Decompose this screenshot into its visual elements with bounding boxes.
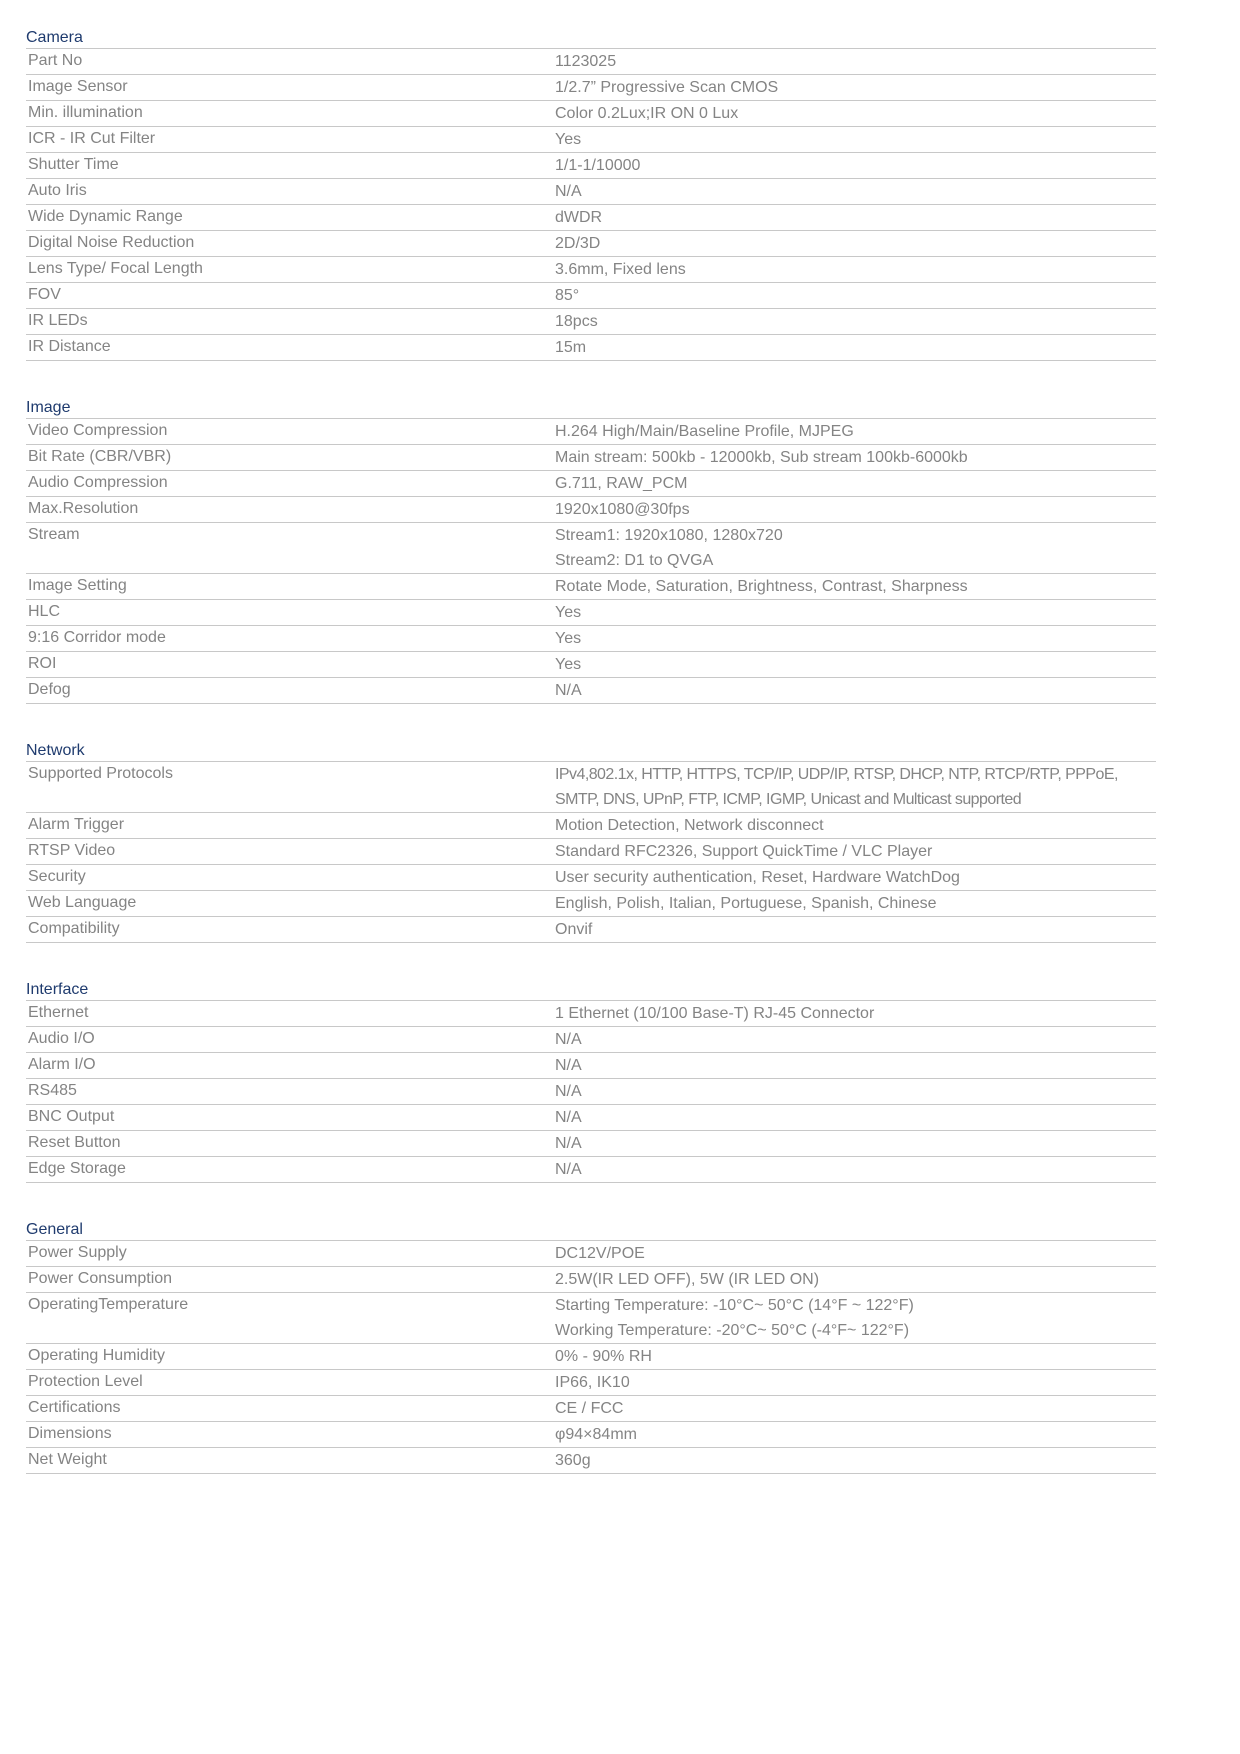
spec-label: Part No [28,52,83,69]
spec-value-line: Starting Temperature: -10°C~ 50°C (14°F ~ 122°F) [555,1297,914,1314]
spec-label: ROI [28,655,57,672]
spec-row [26,179,1156,205]
spec-row [26,335,1156,361]
spec-row [26,1027,1156,1053]
spec-value [555,1105,1156,1130]
spec-value [555,497,1156,522]
spec-row [26,1105,1156,1131]
spec-value-line: IPv4,802.1x, HTTP, HTTPS, TCP/IP, UDP/IP, RTSP, DHCP, NTP, RTCP/RTP, PPPoE, [555,766,1118,783]
section-title: Image [26,396,1156,419]
spec-value-line: 1/2.7” Progressive Scan CMOS [555,79,779,96]
spec-row [26,445,1156,471]
spec-label: Digital Noise Reduction [28,234,195,251]
spec-value-line: N/A [555,1083,582,1100]
spec-row [26,762,1156,813]
spec-value-line: 3.6mm, Fixed lens [555,261,686,278]
spec-value-line: N/A [555,1161,582,1178]
spec-value-line: Standard RFC2326, Support QuickTime / VLC Player [555,843,933,860]
spec-row [26,1241,1156,1267]
spec-label: BNC Output [28,1108,115,1125]
spec-value-line: 2D/3D [555,235,601,252]
spec-row [26,1370,1156,1396]
spec-value-line: User security authentication, Reset, Hardware WatchDog [555,869,960,886]
spec-value-line: φ94×84mm [555,1426,637,1443]
spec-row [26,1053,1156,1079]
spec-label: Web Language [28,894,137,911]
spec-value [555,49,1156,74]
spec-row [26,205,1156,231]
spec-value [555,127,1156,152]
spec-row [26,891,1156,917]
spec-value [555,471,1156,496]
spec-value [555,179,1156,204]
spec-value-line: 1/1-1/10000 [555,157,641,174]
spec-value-line: N/A [555,1031,582,1048]
spec-label: Edge Storage [28,1160,126,1177]
spec-value [555,1241,1156,1266]
spec-value-line: Yes [555,656,582,673]
spec-label: Lens Type/ Focal Length [28,260,203,277]
spec-row [26,101,1156,127]
spec-value [555,101,1156,126]
spec-row [26,574,1156,600]
spec-value-line: 1 Ethernet (10/100 Base-T) RJ-45 Connector [555,1005,875,1022]
spec-value-line: Motion Detection, Network disconnect [555,817,824,834]
spec-value [555,1001,1156,1026]
spec-label: IR LEDs [28,312,88,329]
spec-value [555,574,1156,599]
spec-label: Audio I/O [28,1030,95,1047]
spec-value [555,1267,1156,1292]
spec-value-line: G.711, RAW_PCM [555,475,688,492]
spec-value [555,445,1156,470]
spec-value [555,762,1156,812]
spec-label: Image Setting [28,577,127,594]
spec-row [26,1131,1156,1157]
spec-label: Security [28,868,86,885]
spec-row [26,678,1156,704]
spec-row [26,1396,1156,1422]
spec-value-line: 1123025 [555,53,617,70]
spec-value [555,917,1156,942]
spec-value [555,309,1156,334]
spec-label: Alarm Trigger [28,816,125,833]
spec-value [555,1396,1156,1421]
spec-row [26,1079,1156,1105]
spec-value-line: SMTP, DNS, UPnP, FTP, ICMP, IGMP, Unicast and Multicast supported [555,791,1022,808]
spec-label: Shutter Time [28,156,119,173]
spec-value [555,257,1156,282]
spec-value [555,1027,1156,1052]
spec-section-interface [26,978,1156,1183]
spec-label: Compatibility [28,920,120,937]
spec-row [26,1293,1156,1344]
spec-value-line: N/A [555,183,582,200]
spec-label: Image Sensor [28,78,128,95]
spec-value [555,1053,1156,1078]
spec-label: FOV [28,286,61,303]
spec-value [555,839,1156,864]
spec-value-line: 1920x1080@30fps [555,501,690,518]
spec-value-line: N/A [555,1135,582,1152]
spec-value [555,205,1156,230]
spec-value [555,626,1156,651]
spec-label: Alarm I/O [28,1056,96,1073]
spec-value-line: N/A [555,1109,582,1126]
spec-row [26,865,1156,891]
spec-section-network [26,739,1156,943]
spec-row [26,257,1156,283]
spec-label: Operating Humidity [28,1347,165,1364]
spec-row [26,1448,1156,1474]
spec-row [26,1001,1156,1027]
spec-label: Max.Resolution [28,500,139,517]
spec-row [26,523,1156,574]
spec-value [555,678,1156,703]
spec-value-line: 2.5W(IR LED OFF), 5W (IR LED ON) [555,1271,820,1288]
spec-label: Stream [28,526,80,543]
spec-value [555,652,1156,677]
spec-value-line: Yes [555,604,582,621]
spec-label: Min. illumination [28,104,143,121]
spec-label: 9:16 Corridor mode [28,629,166,646]
spec-row [26,600,1156,626]
spec-row [26,75,1156,101]
spec-value-line: 15m [555,339,587,356]
spec-label: Power Supply [28,1244,127,1261]
spec-value-line: DC12V/POE [555,1245,645,1262]
spec-label: Protection Level [28,1373,143,1390]
spec-value-line: Stream2: D1 to QVGA [555,552,714,569]
spec-label: RS485 [28,1082,77,1099]
spec-value-line: IP66, IK10 [555,1374,630,1391]
spec-section-image [26,396,1156,704]
spec-value-line: H.264 High/Main/Baseline Profile, MJPEG [555,423,854,440]
spec-label: Bit Rate (CBR/VBR) [28,448,172,465]
spec-value-line: Yes [555,630,582,647]
spec-value-line: dWDR [555,209,603,226]
spec-row [26,1344,1156,1370]
spec-value [555,75,1156,100]
spec-value-line: Rotate Mode, Saturation, Brightness, Contrast, Sharpness [555,578,968,595]
spec-section-general [26,1218,1156,1474]
spec-row [26,626,1156,652]
spec-row [26,471,1156,497]
spec-value [555,1448,1156,1473]
spec-label: Wide Dynamic Range [28,208,183,225]
spec-value [555,1079,1156,1104]
spec-row [26,813,1156,839]
spec-label: Net Weight [28,1451,107,1468]
section-title: General [26,1218,1156,1241]
spec-row [26,419,1156,445]
spec-value-line: Stream1: 1920x1080, 1280x720 [555,527,783,544]
spec-value [555,891,1156,916]
spec-label: Ethernet [28,1004,89,1021]
spec-value [555,1293,1156,1343]
spec-value [555,419,1156,444]
spec-row [26,309,1156,335]
spec-value [555,1422,1156,1447]
spec-row [26,153,1156,179]
spec-label: Power Consumption [28,1270,173,1287]
spec-label: Audio Compression [28,474,168,491]
spec-row [26,917,1156,943]
spec-row [26,839,1156,865]
section-title: Camera [26,26,1156,49]
spec-label: Reset Button [28,1134,121,1151]
spec-value [555,1157,1156,1182]
spec-value-line: English, Polish, Italian, Portuguese, Spanish, Chinese [555,895,937,912]
spec-label: HLC [28,603,61,620]
spec-label: IR Distance [28,338,111,355]
spec-value-line: Color 0.2Lux;IR ON 0 Lux [555,105,739,122]
spec-label: OperatingTemperature [28,1296,189,1313]
spec-value [555,231,1156,256]
spec-value [555,1344,1156,1369]
spec-value-line: 85° [555,287,580,304]
spec-label: RTSP Video [28,842,116,859]
spec-label: ICR - IR Cut Filter [28,130,156,147]
spec-value-line: 18pcs [555,313,598,330]
spec-row [26,1157,1156,1183]
spec-value [555,865,1156,890]
spec-row [26,283,1156,309]
spec-value-line: Main stream: 500kb - 12000kb, Sub stream 100kb-6000kb [555,449,968,466]
spec-value [555,600,1156,625]
spec-row [26,652,1156,678]
spec-value-line: 360g [555,1452,591,1469]
spec-value-line: 0% - 90% RH [555,1348,652,1365]
spec-row [26,127,1156,153]
spec-value-line: Onvif [555,921,593,938]
section-title: Interface [26,978,1156,1001]
spec-value [555,153,1156,178]
spec-sheet [26,26,1156,1509]
spec-value [555,523,1156,573]
spec-label: Video Compression [28,422,168,439]
spec-value-line: N/A [555,682,582,699]
spec-label: Auto Iris [28,182,87,199]
spec-value-line: CE / FCC [555,1400,624,1417]
spec-value-line: N/A [555,1057,582,1074]
spec-row [26,1267,1156,1293]
spec-value [555,1131,1156,1156]
spec-row [26,497,1156,523]
spec-value-line: Yes [555,131,582,148]
spec-label: Supported Protocols [28,765,173,782]
spec-value [555,813,1156,838]
spec-value [555,1370,1156,1395]
spec-value-line: Working Temperature: -20°C~ 50°C (-4°F~ 122°F) [555,1322,910,1339]
section-title: Network [26,739,1156,762]
spec-row [26,231,1156,257]
spec-section-camera [26,26,1156,361]
spec-label: Defog [28,681,71,698]
spec-value [555,283,1156,308]
spec-row [26,1422,1156,1448]
spec-value [555,335,1156,360]
spec-row [26,49,1156,75]
spec-label: Dimensions [28,1425,112,1442]
spec-label: Certifications [28,1399,121,1416]
